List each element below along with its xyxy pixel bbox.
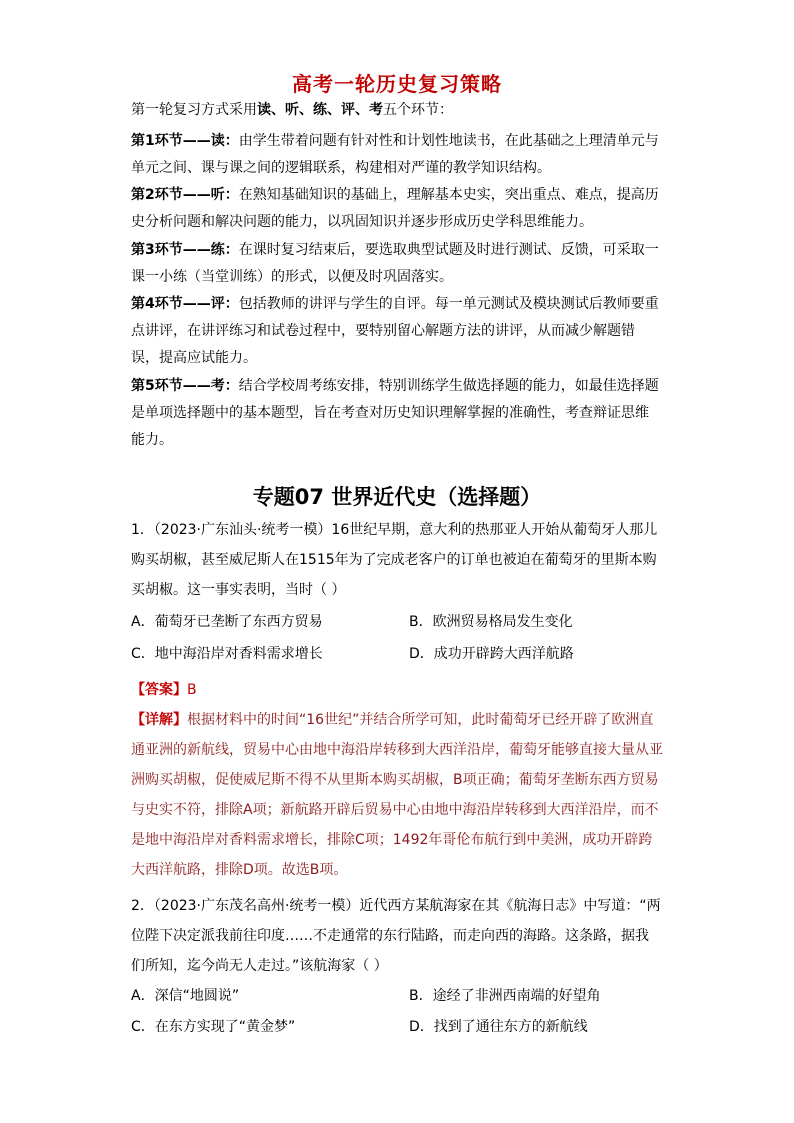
strategy-intro — [131, 97, 661, 124]
option-b: B．欧洲贸易格局发生变化 — [409, 614, 573, 630]
step-label: 第2环节——听： — [131, 187, 239, 203]
answer-value: B — [187, 682, 197, 698]
topic-title: 专题07 世界近代史（选择题） — [252, 485, 542, 509]
step-text: 结合学校周考练安排，特别训练学生做选择题的能力，如最佳选择题是单项选择题中的基本题型，旨在考查对历史知识理解掌握的准确性，考查辩证思维能力。 — [131, 378, 659, 448]
question-1-options-row-1 — [131, 611, 671, 641]
step-4 — [131, 291, 661, 372]
detail-text: 根据材料中的时间“16世纪”并结合所学可知，此时葡萄牙已经开辟了欧洲直通亚洲的新航线，贸易中心由地中海沿岸转移到大西洋沿岸，葡萄牙能够直接大量从亚洲购买胡椒，促使威尼斯不得不从里斯本购买胡椒，B项正确；葡萄牙垄断东西方贸易与史实不符，排除A项；新航路开辟后贸易中心由地中海沿岸转移到大西洋沿岸，而不是地中海沿岸对香料需求增长，排除C项；1492年哥伦布航行到中美洲，成功开辟跨大西洋航路，排除D项。故选B项。 — [131, 712, 663, 878]
strategy-title: 高考一轮历史复习策略 — [292, 72, 502, 96]
step-text: 在熟知基础知识的基础上，理解基本史实，突出重点、难点，提高历史分析问题和解决问题的能力，以巩固知识并逐步形成历史学科思维能力。 — [131, 187, 659, 230]
step-2 — [131, 182, 661, 236]
step-label: 第3环节——练： — [131, 242, 239, 258]
detail-label: 【详解】 — [131, 712, 187, 728]
answer-label: 【答案】 — [131, 682, 187, 698]
option-d: D．找到了通往东方的新航线 — [409, 1019, 588, 1035]
step-3 — [131, 237, 661, 291]
step-text: 在课时复习结束后，要选取典型试题及时进行测试、反馈，可采取一课一小练（当堂训练）的形式，以便及时巩固落实。 — [131, 242, 659, 285]
question-1-options-row-2 — [131, 643, 671, 673]
option-c: C．在东方实现了“黄金梦” — [131, 1019, 296, 1035]
step-label: 第4环节——评： — [131, 296, 239, 312]
question-1-answer — [131, 679, 197, 699]
question-2-options-row-2 — [131, 1016, 671, 1046]
intro-suffix: 五个环节： — [383, 102, 453, 118]
step-label: 第1环节——读： — [131, 133, 239, 149]
question-2-options-row-1 — [131, 985, 671, 1015]
question-1-detail — [131, 705, 663, 885]
intro-bold: 读、听、练、评、考 — [257, 102, 383, 118]
step-label: 第5环节——考： — [131, 378, 239, 394]
option-b: B．途经了非洲西南端的好望角 — [409, 988, 601, 1004]
option-a: A．葡萄牙已垄断了东西方贸易 — [131, 614, 323, 630]
step-text: 包括教师的讲评与学生的自评。每一单元测试及模块测试后教师要重点讲评，在讲评练习和试卷过程中，要特别留心解题方法的讲评，从而减少解题错误，提高应试能力。 — [131, 296, 659, 366]
option-d: D．成功开辟跨大西洋航路 — [409, 646, 574, 662]
option-c: C．地中海沿岸对香料需求增长 — [131, 646, 323, 662]
option-a: A．深信“地圆说” — [131, 988, 240, 1004]
intro-prefix: 第一轮复习方式采用 — [131, 102, 257, 118]
step-text: 由学生带着问题有针对性和计划性地读书，在此基础之上理清单元与单元之间、课与课之间的逻辑联系，构建相对严谨的教学知识结构。 — [131, 133, 659, 176]
question-2-stem: 2．（2023·广东茂名高州·统考一模）近代西方某航海家在其《航海日志》中写道：“两位陛下决定派我前往印度……不走通常的东行陆路，而走向西的海路。这条路，据我们所知，迄今尚无人走过。”该航海家（ ） — [131, 898, 661, 974]
step-5 — [131, 373, 661, 454]
question-1-stem: 1．（2023·广东汕头·统考一模）16世纪早期，意大利的热那亚人开始从葡萄牙人那儿购买胡椒，甚至威尼斯人在1515年为了完成老客户的订单也被迫在葡萄牙的里斯本购买胡椒。这一事实表明，当时（ ） — [131, 522, 658, 598]
step-1 — [131, 128, 661, 182]
